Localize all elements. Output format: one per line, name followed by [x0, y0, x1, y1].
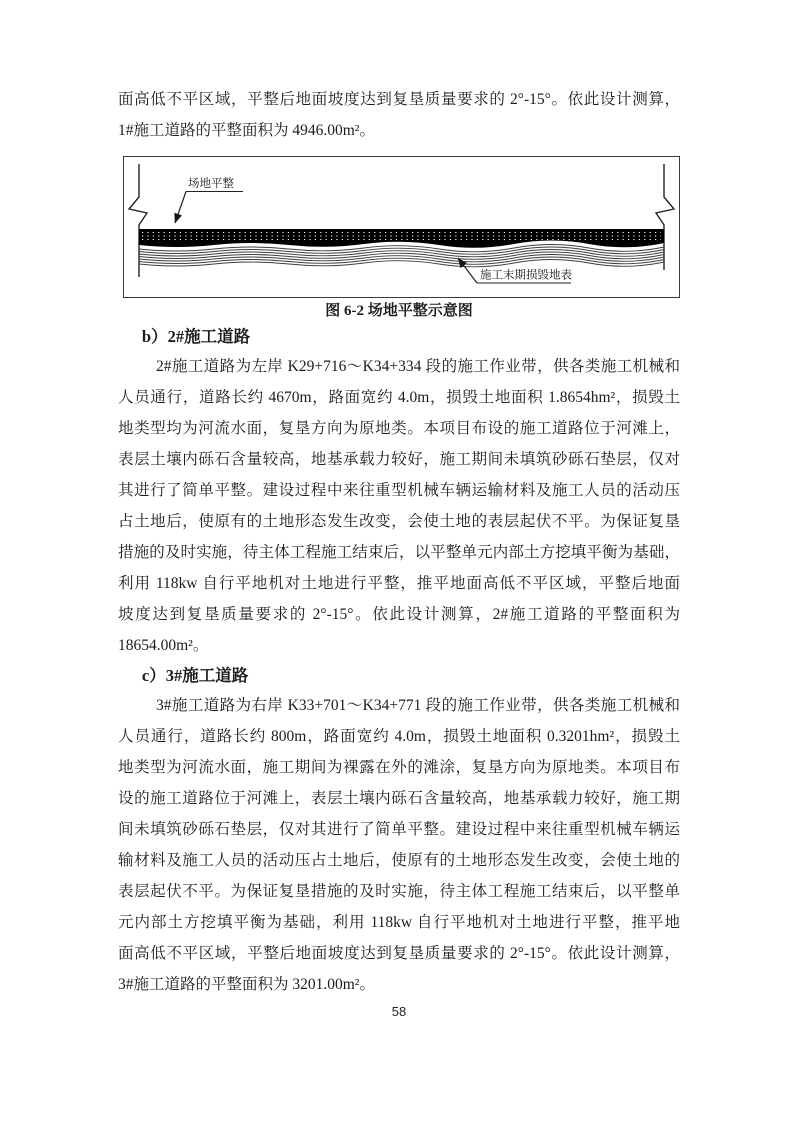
damaged-surface-label: 施工末期损毁地表 — [480, 269, 572, 282]
text-line: 其进行了简单平整。建设过程中来往重型机械车辆运输材料及施工人员的活动压 — [118, 482, 680, 499]
text-line: 元内部土方挖填平衡为基础，利用 118kw 自行平地机对土地进行平整，推平地 — [118, 914, 680, 931]
text-line: 表层起伏不平。为保证复垦措施的及时实施，待主体工程施工结束后，以平整单 — [118, 883, 680, 900]
paragraph-section-b — [118, 351, 680, 661]
text-line: 面高低不平区域，平整后地面坡度达到复垦质量要求的 2°-15°。依此设计测算， — [118, 91, 680, 108]
text-line: 输材料及施工人员的活动压占土地后，使原有的土地形态发生改变，会使土地的 — [118, 852, 680, 869]
callout-site-leveling — [175, 176, 243, 223]
text-line: 人员通行，道路长约 800m，路面宽约 4.0m，损毁土地面积 0.3201hm²，损毁土 — [118, 728, 680, 745]
damaged-strata-lines — [139, 245, 664, 267]
text-line: 面高低不平区域，平整后地面坡度达到复垦质量要求的 2°-15°。依此设计测算， — [118, 945, 680, 962]
break-symbol-right — [656, 164, 674, 270]
text-line: 3#施工道路为右岸 K33+701～K34+771 段的施工作业带，供各类施工机械和 — [155, 697, 680, 714]
site-leveling-label: 场地平整 — [188, 178, 234, 190]
text-line: 间未填筑砂砾石垫层，仅对其进行了简单平整。建设过程中来往重型机械车辆运 — [118, 821, 680, 838]
text-line: 占土地后，使原有的土地形态发生改变，会使土地的表层起伏不平。为保证复垦 — [118, 513, 680, 530]
section-c-heading: c）3#施工道路 — [141, 666, 249, 685]
text-line: 地类型均为河流水面，复垦方向为原地类。本项目布设的施工道路位于河滩上， — [118, 420, 680, 437]
text-line: 表层土壤内砾石含量较高，地基承载力较好，施工期间未填筑砂砾石垫层，仅对 — [118, 451, 680, 468]
text-line: 3#施工道路的平整面积为 3201.00m²。 — [118, 976, 375, 993]
text-line: 18654.00m²。 — [118, 637, 209, 654]
leveled-surface-band — [139, 229, 664, 248]
figure-6-2-diagram — [123, 156, 680, 298]
section-b-heading: b）2#施工道路 — [141, 327, 251, 346]
text-line: 1#施工道路的平整面积为 4946.00m²。 — [118, 122, 375, 139]
site-leveling-diagram — [124, 157, 679, 297]
break-symbol-left — [129, 164, 147, 277]
figure-caption: 图 6-2 场地平整示意图 — [325, 303, 473, 319]
text-line: 利用 118kw 自行平地机对土地进行平整，推平地面高低不平区域，平整后地面 — [118, 575, 680, 592]
paragraph-section-c — [118, 690, 680, 1000]
page-number: 58 — [391, 1004, 407, 1019]
paragraph-intro — [118, 84, 680, 146]
text-line: 坡度达到复垦质量要求的 2°-15°。依此设计测算，2#施工道路的平整面积为 — [118, 606, 680, 623]
text-line: 设的施工道路位于河滩上，表层土壤内砾石含量较高，地基承载力较好，施工期 — [118, 790, 680, 807]
text-line: 人员通行，道路长约 4670m，路面宽约 4.0m，损毁土地面积 1.8654hm²，损毁土 — [118, 389, 680, 406]
leader-arrow-to-band-icon — [175, 192, 186, 224]
text-line: 2#施工道路为左岸 K29+716～K34+334 段的施工作业带，供各类施工机械和 — [155, 358, 680, 375]
text-line: 地类型为河流水面，施工期间为裸露在外的滩涂，复垦方向为原地类。本项目布 — [118, 759, 680, 776]
text-line: 措施的及时实施，待主体工程施工结束后，以平整单元内部土方挖填平衡为基础， — [118, 544, 680, 561]
